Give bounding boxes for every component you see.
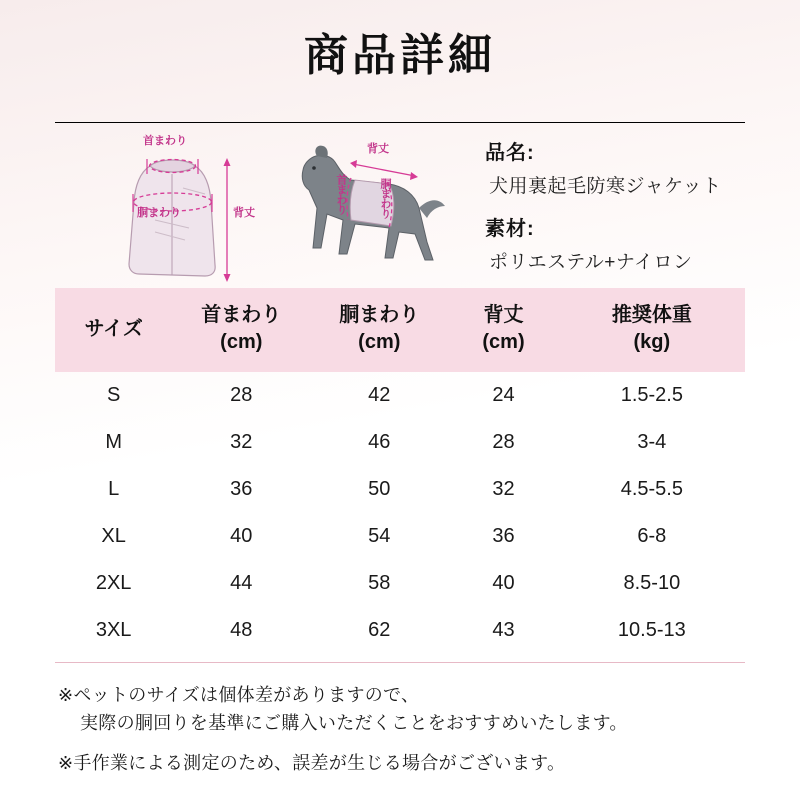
size-diagram [55,128,475,286]
note-size-variance [58,682,745,738]
size-table-body [55,372,745,654]
note-size-variance-line2: 実際の胴回りを基準にご購入いただくことをおすすめいたします。 [80,712,628,733]
header-size [55,288,172,372]
table-row [55,560,745,607]
cell-size: L [108,478,120,500]
cell-neck: 40 [230,525,253,547]
cell-back: 43 [492,619,515,641]
cell-size: XL [101,525,126,547]
cell-neck: 28 [230,384,253,406]
diagram-label-dog-neck: 首まわり [335,174,347,214]
cell-size: 3XL [95,619,132,641]
top-divider [55,122,745,123]
note-measurement-error: ※手作業による測定のため、誤差が生じる場合がございます。 [58,752,566,773]
header-neck [172,288,310,372]
header-chest-unit: (cm) [358,331,401,353]
material-label: 素材: [485,218,535,240]
diagram-label-dog-chest: 胴まわり [379,178,391,218]
cell-back: 36 [492,525,515,547]
diagram-label-chest: 胴まわり [137,207,181,219]
table-row [55,419,745,466]
diagram-label-back-top: 背丈 [367,143,389,155]
cell-size: M [105,431,122,453]
page-title: 商品詳細 [304,31,496,80]
cell-weight: 6-8 [637,525,667,547]
cell-neck: 36 [230,478,253,500]
header-back [448,288,558,372]
cell-neck: 48 [230,619,253,641]
header-size-title: サイズ [84,317,143,340]
header-neck-unit: (cm) [220,331,263,353]
cell-chest: 62 [368,619,391,641]
cell-weight: 1.5-2.5 [620,384,683,406]
table-row [55,607,745,654]
size-table-wrapper [55,288,745,654]
size-table-head [55,288,745,372]
material-value: ポリエステル+ナイロン [489,252,693,273]
header-weight-title: 推奨体重 [611,304,692,326]
cell-chest: 54 [368,525,391,547]
header-back-title: 背丈 [483,304,524,326]
cell-weight: 3-4 [637,431,667,453]
cell-back: 24 [492,384,515,406]
cell-weight: 10.5-13 [617,619,686,641]
back-length-measure-marks [224,158,231,282]
cell-back: 28 [492,431,515,453]
header-back-unit: (cm) [482,331,525,353]
table-header-row [55,288,745,372]
size-table [55,288,745,654]
size-diagram-svg [55,128,475,286]
product-name-value: 犬用裏起毛防寒ジャケット [489,176,722,197]
dog-back-length-measure-marks [350,160,418,180]
header-neck-title: 首まわり [201,304,282,326]
cell-chest: 50 [368,478,391,500]
diagram-label-back-left: 背丈 [233,207,255,219]
header-chest [310,288,448,372]
cell-back: 40 [492,572,515,594]
spec-block [475,128,745,288]
cell-weight: 4.5-5.5 [620,478,683,500]
header-weight [559,288,745,372]
cell-size: 2XL [95,572,132,594]
header-chest-title: 胴まわり [339,304,420,326]
info-area [55,128,745,286]
product-name-label: 品名: [485,142,535,164]
cell-back: 32 [492,478,515,500]
table-row [55,466,745,513]
diagram-label-neck: 首まわり [143,135,187,147]
table-row [55,513,745,560]
table-row [55,372,745,419]
cell-neck: 32 [230,431,253,453]
cell-neck: 44 [230,572,253,594]
note-size-variance-line1: ※ペットのサイズは個体差がありますので、 [58,685,420,705]
cell-chest: 42 [368,384,391,406]
cell-size: S [106,384,121,406]
cell-chest: 46 [368,431,391,453]
header-weight-unit: (kg) [633,331,671,353]
dog-illustration [302,146,445,260]
notes-block [58,682,745,790]
cell-chest: 58 [368,572,391,594]
bottom-divider [55,662,745,663]
cell-weight: 8.5-10 [623,572,681,594]
